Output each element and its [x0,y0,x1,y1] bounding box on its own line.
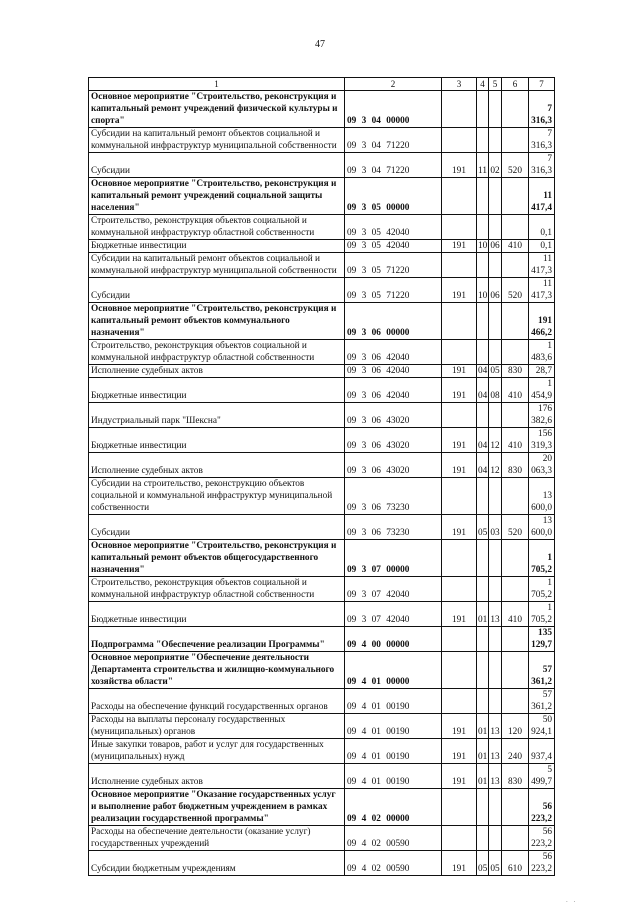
table-row [89,627,555,652]
row-code-cell: 09 3 06 42040 [345,378,442,403]
row-subsection-cell: 13 [489,739,502,764]
table-row [89,789,555,826]
row-subsection-cell [489,128,502,153]
row-code-cell: 09 3 05 71220 [345,253,442,278]
row-name-cell: Субсидии [89,278,345,303]
row-sum-cell: 11 417,4 [529,178,555,215]
row-expense-type-cell [502,540,529,577]
row-code-cell: 09 3 05 42040 [345,240,442,253]
row-subsection-cell [489,303,502,340]
row-sum-cell: 57 361,2 [529,689,555,714]
row-expense-type-cell: 410 [502,428,529,453]
row-name-cell: Исполнение судебных актов [89,453,345,478]
row-group-cell [442,91,477,128]
row-name-cell: Исполнение судебных актов [89,764,345,789]
row-sum-cell: 5 499,7 [529,764,555,789]
row-sum-cell: 135 129,7 [529,627,555,652]
table-row [89,403,555,428]
row-expense-type-cell: 410 [502,240,529,253]
row-subsection-cell [489,577,502,602]
table-row [89,826,555,851]
row-section-cell [477,178,489,215]
table-row [89,764,555,789]
row-expense-type-cell: 410 [502,378,529,403]
row-code-cell: 09 4 02 00590 [345,826,442,851]
budget-table-body [89,78,555,876]
row-expense-type-cell [502,303,529,340]
row-name-cell: Субсидии [89,515,345,540]
row-sum-cell: 191 466,2 [529,303,555,340]
row-code-cell: 09 3 06 43020 [345,453,442,478]
row-sum-cell: 0,1 [529,215,555,240]
row-group-cell: 191 [442,428,477,453]
row-expense-type-cell [502,403,529,428]
row-subsection-cell [489,826,502,851]
row-code-cell: 09 3 07 42040 [345,577,442,602]
row-section-cell: 01 [477,739,489,764]
row-subsection-cell [489,652,502,689]
row-code-cell: 09 4 01 00190 [345,689,442,714]
row-name-cell: Расходы на обеспечение функций государственных органов [89,689,345,714]
row-code-cell: 09 3 06 42040 [345,365,442,378]
table-row [89,153,555,178]
row-code-cell: 09 4 00 00000 [345,627,442,652]
row-section-cell [477,253,489,278]
table-row [89,515,555,540]
row-group-cell: 191 [442,764,477,789]
row-sum-cell: 1 705,2 [529,577,555,602]
row-name-cell: Основное мероприятие "Строительство, реконструкция и капитальный ремонт учреждений физической культуры и спорта" [89,91,345,128]
row-section-cell [477,303,489,340]
row-subsection-cell: 13 [489,764,502,789]
table-row [89,428,555,453]
row-code-cell: 09 3 04 71220 [345,128,442,153]
table-row [89,240,555,253]
row-subsection-cell [489,789,502,826]
row-code-cell: 09 4 01 00190 [345,739,442,764]
row-expense-type-cell [502,627,529,652]
row-name-cell: Субсидии бюджетным учреждениям [89,851,345,876]
row-sum-cell: 1 705,2 [529,540,555,577]
row-expense-type-cell: 410 [502,602,529,627]
row-section-cell [477,627,489,652]
budget-table [88,77,555,876]
row-section-cell [477,128,489,153]
table-row [89,453,555,478]
row-subsection-cell: 06 [489,278,502,303]
row-group-cell: 191 [442,602,477,627]
row-expense-type-cell [502,789,529,826]
row-name-cell: Основное мероприятие "Строительство, реконструкция и капитальный ремонт объектов общегосударственного назначения" [89,540,345,577]
table-row [89,602,555,627]
row-section-cell: 10 [477,278,489,303]
row-sum-cell: 50 924,1 [529,714,555,739]
table-row [89,128,555,153]
row-expense-type-cell: 610 [502,851,529,876]
corner-mark: . . [566,896,578,904]
row-sum-cell: 7 316,3 [529,153,555,178]
row-group-cell [442,128,477,153]
row-name-cell: Строительство, реконструкция объектов социальной и коммунальной инфраструктур областной собственности [89,215,345,240]
row-name-cell: Основное мероприятие "Строительство, реконструкция и капитальный ремонт объектов коммунального назначения" [89,303,345,340]
row-expense-type-cell [502,91,529,128]
table-row [89,378,555,403]
row-name-cell: Индустриальный парк "Шексна" [89,403,345,428]
row-name-cell: Бюджетные инвестиции [89,602,345,627]
row-group-cell: 191 [442,240,477,253]
table-row [89,577,555,602]
row-expense-type-cell [502,340,529,365]
row-code-cell: 09 3 06 00000 [345,303,442,340]
row-name-cell: Иные закупки товаров, работ и услуг для государственных (муниципальных) нужд [89,739,345,764]
table-row [89,652,555,689]
row-code-cell: 09 3 04 00000 [345,91,442,128]
row-sum-cell: 156 319,3 [529,428,555,453]
row-group-cell [442,689,477,714]
row-expense-type-cell: 240 [502,739,529,764]
row-group-cell: 191 [442,378,477,403]
row-sum-cell: 1 705,2 [529,602,555,627]
row-expense-type-cell: 520 [502,515,529,540]
table-row [89,739,555,764]
row-subsection-cell: 06 [490,241,500,251]
row-subsection-cell [489,340,502,365]
table-row [89,91,555,128]
row-expense-type-cell [502,128,529,153]
table-row [89,478,555,515]
row-group-cell [442,178,477,215]
row-code-cell: 09 3 06 43020 [345,428,442,453]
row-sum-cell: 11 417,3 [529,253,555,278]
row-sum-cell: 11 417,3 [529,278,555,303]
row-name-cell: Подпрограмма "Обеспечение реализации Программы" [89,627,345,652]
row-sum-cell: 13 600,0 [529,515,555,540]
row-subsection-cell [489,215,502,240]
row-section-cell: 01 [477,602,489,627]
row-expense-type-cell [502,178,529,215]
row-group-cell [442,303,477,340]
row-group-cell: 191 [442,851,477,876]
row-section-cell: 05 [477,515,489,540]
row-name-cell: Расходы на выплаты персоналу государственных (муниципальных) органов [89,714,345,739]
row-group-cell: 191 [442,515,477,540]
row-sum-cell: 28,7 [529,365,555,378]
row-section-cell: 04 [477,428,489,453]
row-code-cell: 09 3 04 71220 [345,153,442,178]
header-col-6: 6 [502,78,529,91]
row-group-cell [442,789,477,826]
header-col-5: 5 [489,78,502,91]
row-name-cell: Бюджетные инвестиции [89,378,345,403]
row-sum-cell: 937,4 [529,739,555,764]
row-subsection-cell: 08 [489,378,502,403]
row-sum-cell: 20 063,3 [529,453,555,478]
row-sum-cell: 176 382,6 [529,403,555,428]
row-expense-type-cell [502,652,529,689]
row-subsection-cell: 05 [489,851,502,876]
row-expense-type-cell [502,215,529,240]
row-section-cell [477,340,489,365]
row-expense-type-cell: 830 [502,764,529,789]
row-subsection-cell: 12 [489,453,502,478]
row-code-cell: 09 3 05 00000 [345,178,442,215]
row-name-cell: Строительство, реконструкция объектов социальной и коммунальной инфраструктур областной собственности [89,340,345,365]
row-section-cell [477,478,489,515]
row-section-cell: 05 [477,851,489,876]
row-expense-type-cell: 520 [502,153,529,178]
row-name-cell: Бюджетные инвестиции [89,240,345,253]
row-sum-cell: 13 600,0 [529,478,555,515]
row-name-cell: Субсидии на капитальный ремонт объектов социальной и коммунальной инфраструктур муниципальной собственности [89,253,345,278]
row-expense-type-cell [502,253,529,278]
row-subsection-cell [489,91,502,128]
row-subsection-cell [489,540,502,577]
table-row [89,714,555,739]
page-number: 47 [315,39,325,50]
row-subsection-cell [489,627,502,652]
row-code-cell: 09 3 05 42040 [345,215,442,240]
row-subsection-cell [489,478,502,515]
row-section-cell: 10 [478,241,488,251]
row-group-cell: 191 [442,714,477,739]
row-code-cell: 09 3 07 00000 [345,540,442,577]
row-sum-cell: 7 316,3 [529,91,555,128]
row-expense-type-cell [502,826,529,851]
row-section-cell [477,577,489,602]
row-section-cell: 01 [477,764,489,789]
row-group-cell: 191 [442,278,477,303]
row-expense-type-cell: 520 [502,278,529,303]
row-code-cell: 09 4 01 00190 [345,714,442,739]
row-group-cell [442,215,477,240]
row-group-cell [442,403,477,428]
row-name-cell: Субсидии на строительство, реконструкцию объектов социальной и коммунальной инфраструктур муниципальной собственности [89,478,345,515]
row-code-cell: 09 3 06 73230 [345,478,442,515]
row-section-cell [477,215,489,240]
row-group-cell [442,478,477,515]
row-group-cell [442,652,477,689]
row-sum-cell: 56 223,2 [529,851,555,876]
header-col-4: 4 [477,78,489,91]
row-expense-type-cell [502,577,529,602]
row-group-cell [442,540,477,577]
row-expense-type-cell: 830 [502,365,529,378]
header-col-2: 2 [345,78,442,91]
row-section-cell [477,91,489,128]
row-code-cell: 09 4 01 00190 [345,764,442,789]
row-expense-type-cell [502,689,529,714]
row-name-cell: Строительство, реконструкция объектов социальной и коммунальной инфраструктур областной собственности [89,577,345,602]
row-sum-cell: 1 483,6 [529,340,555,365]
row-subsection-cell: 13 [489,714,502,739]
row-group-cell: 191 [442,365,477,378]
row-group-cell [442,826,477,851]
row-subsection-cell: 12 [489,428,502,453]
row-name-cell: Исполнение судебных актов [89,365,345,378]
table-row [89,689,555,714]
header-col-3: 3 [442,78,477,91]
row-code-cell: 09 3 06 73230 [345,515,442,540]
row-name-cell: Основное мероприятие "Оказание государственных услуг и выполнение работ бюджетным учреждением в рамках реализации государственной программы" [89,789,345,826]
row-section-cell [477,689,489,714]
table-row [89,278,555,303]
row-name-cell: Субсидии на капитальный ремонт объектов социальной и коммунальной инфраструктур муниципальной собственности [89,128,345,153]
row-name-cell: Основное мероприятие "Обеспечение деятельности Департамента строительства и жилищно-коммунального хозяйства области" [89,652,345,689]
row-subsection-cell: 13 [489,602,502,627]
header-col-1: 1 [89,78,345,91]
row-sum-cell: 57 361,2 [529,652,555,689]
row-expense-type-cell: 120 [502,714,529,739]
row-section-cell [477,652,489,689]
row-section-cell [477,403,489,428]
row-section-cell [477,826,489,851]
row-group-cell [442,627,477,652]
row-section-cell: 01 [477,714,489,739]
row-group-cell: 191 [442,453,477,478]
table-row [89,253,555,278]
row-section-cell: 04 [478,366,488,376]
row-expense-type-cell: 830 [502,453,529,478]
table-row [89,215,555,240]
row-code-cell: 09 4 01 00000 [345,652,442,689]
row-section-cell [477,540,489,577]
row-sum-cell: 7 316,3 [529,128,555,153]
table-row [89,540,555,577]
row-subsection-cell: 05 [490,366,500,376]
row-sum-cell: 56 223,2 [529,789,555,826]
row-section-cell: 11 [477,153,489,178]
row-sum-cell: 0,1 [529,240,555,253]
row-group-cell [442,340,477,365]
row-section-cell: 04 [477,378,489,403]
table-row [89,303,555,340]
row-subsection-cell [489,403,502,428]
row-subsection-cell [489,178,502,215]
row-section-cell [477,789,489,826]
row-subsection-cell: 02 [489,153,502,178]
row-section-cell: 04 [477,453,489,478]
row-sum-cell: 56 223,2 [529,826,555,851]
row-subsection-cell: 03 [489,515,502,540]
row-expense-type-cell [502,478,529,515]
row-code-cell: 09 3 06 43020 [345,403,442,428]
row-group-cell [442,577,477,602]
row-name-cell: Бюджетные инвестиции [89,428,345,453]
row-code-cell: 09 3 07 42040 [345,602,442,627]
row-group-cell [442,253,477,278]
row-sum-cell: 1 454,9 [529,378,555,403]
row-name-cell: Расходы на обеспечение деятельности (оказание услуг) государственных учреждений [89,826,345,851]
row-code-cell: 09 3 06 42040 [345,340,442,365]
table-header-row [89,78,555,91]
header-col-7: 7 [529,78,555,91]
row-code-cell: 09 3 05 71220 [345,278,442,303]
row-code-cell: 09 4 02 00000 [345,789,442,826]
table-row [89,365,555,378]
row-subsection-cell [489,253,502,278]
table-row [89,340,555,365]
row-code-cell: 09 4 02 00590 [345,851,442,876]
table-row [89,851,555,876]
row-group-cell: 191 [442,153,477,178]
table-row [89,178,555,215]
row-subsection-cell [489,689,502,714]
row-group-cell: 191 [442,739,477,764]
row-name-cell: Основное мероприятие "Строительство, реконструкция и капитальный ремонт учреждений социальной защиты населения" [89,178,345,215]
row-name-cell: Субсидии [89,153,345,178]
